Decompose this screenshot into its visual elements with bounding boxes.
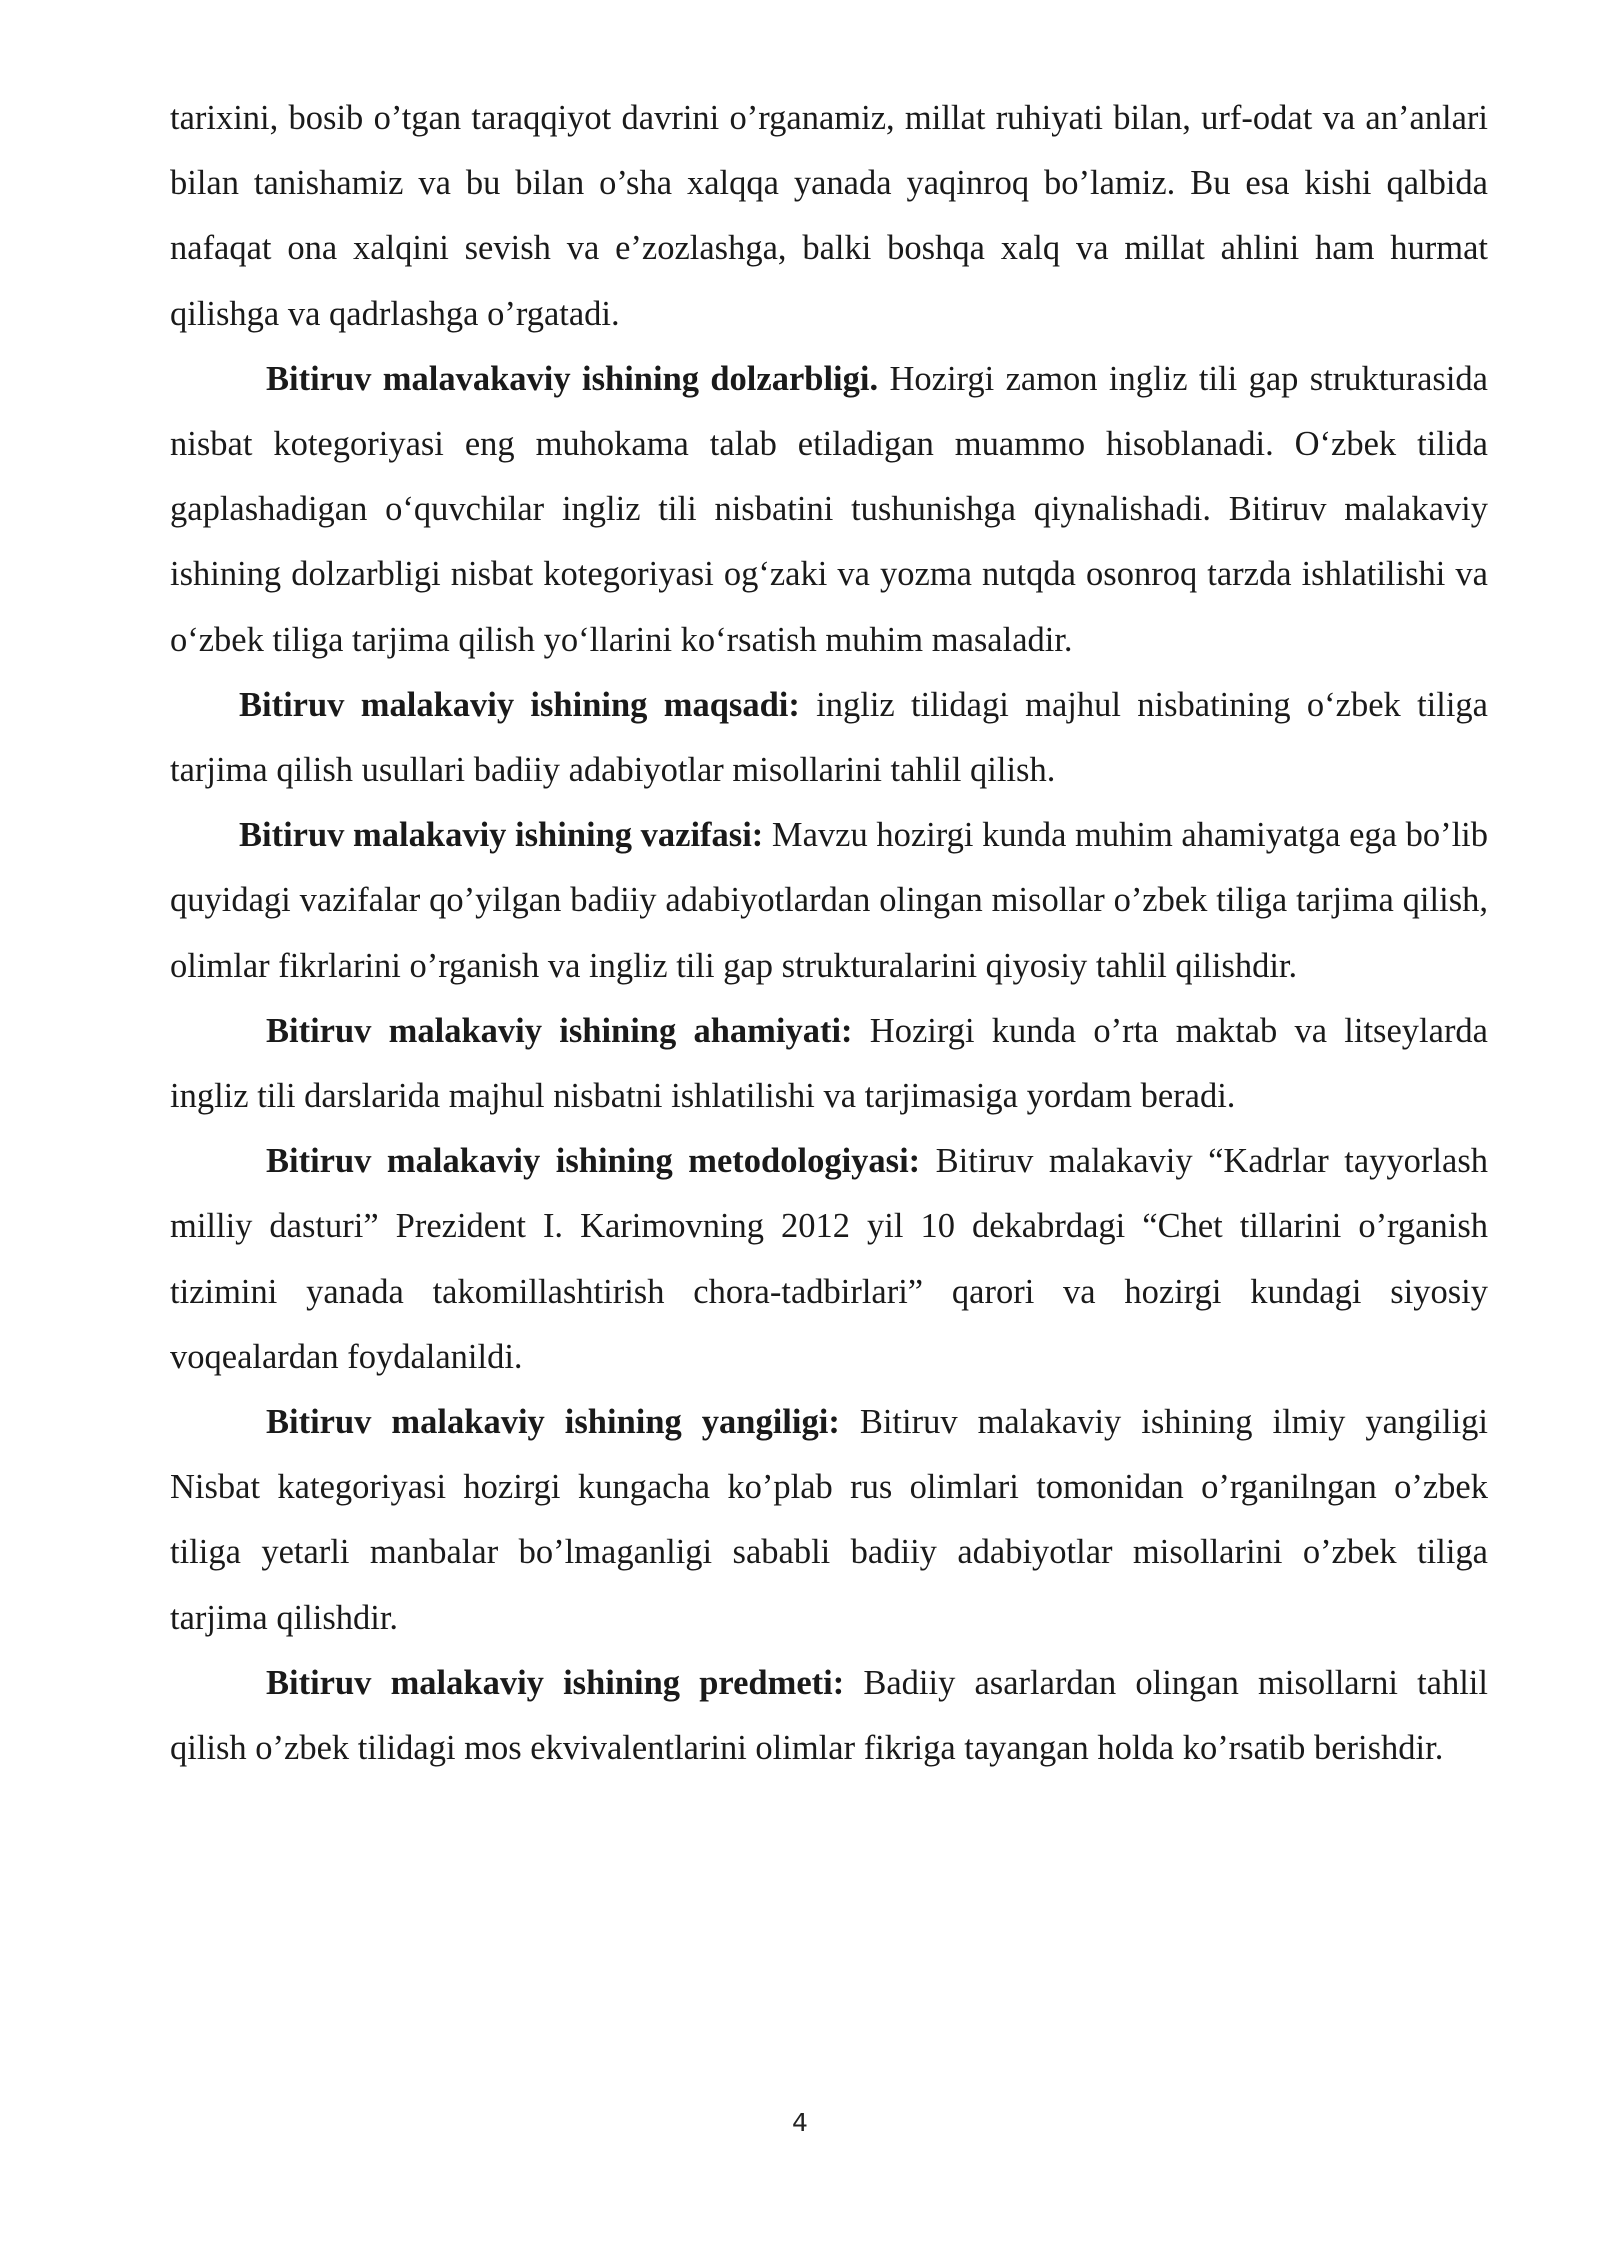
- paragraph-body: Hozirgi zamon ingliz tili gap strukturasida nisbat kotegoriyasi eng muhokama talab etiladigan muammo hisoblanadi. O‘zbek tilida gaplashadigan o‘quvchilar ingliz tili nisbatini tushunishga qiynalishadi. Bitiruv malakaviy ishining dolzarbligi nisbat kotegoriyasi og‘zaki va yozma nutqda osonroq tarzda ishlatilishi va o‘zbek tiliga tarjima qilish yo‘llarini ko‘rsatish muhim masaladir.: [170, 359, 1488, 659]
- page-number: 4: [792, 2108, 808, 2137]
- paragraph-body: Bitiruv malakaviy “Kadrlar tayyorlash milliy dasturi” Prezident I. Karimovning 2012 yil 10 dekabrdagi “Chet tillarini o’rganish tizimini yanada takomillashtirish chora-tadbirlari” qarori va hozirgi kundagi siyosiy voqealardan foydalanildi.: [170, 1142, 1488, 1376]
- paragraph-tasks: [170, 803, 1488, 999]
- paragraph-heading: Bitiruv malakaviy ishining maqsadi:: [239, 685, 800, 724]
- paragraph-heading: Bitiruv malavakaviy ishining dolzarbligi.: [266, 359, 879, 398]
- document-page: [170, 86, 1488, 1781]
- paragraph-heading: Bitiruv malakaviy ishining metodologiyasi:: [266, 1142, 921, 1181]
- paragraph-intro: [170, 86, 1488, 347]
- paragraph-body: ingliz tilidagi majhul nisbatining o‘zbek tiliga tarjima qilish usullari badiiy adabiyotlar misollarini tahlil qilish.: [170, 685, 1488, 790]
- paragraph-heading: Bitiruv malakaviy ishining predmeti:: [266, 1663, 845, 1702]
- paragraph-significance: [170, 999, 1488, 1129]
- paragraph-body: Hozirgi kunda o’rta maktab va litseylarda ingliz tili darslarida majhul nisbatni ishlatilishi va tarjimasiga yordam beradi.: [170, 1011, 1488, 1116]
- paragraph-body: Badiiy asarlardan olingan misollarni tahlil qilish o’zbek tilidagi mos ekvivalentlarini olimlar fikriga tayangan holda ko’rsatib berishdir.: [170, 1663, 1488, 1768]
- paragraph-relevance: [170, 347, 1488, 673]
- paragraph-subject: [170, 1651, 1488, 1781]
- paragraph-heading: Bitiruv malakaviy ishining yangiligi:: [266, 1403, 840, 1442]
- paragraph-goal: [170, 673, 1488, 803]
- paragraph-body: Mavzu hozirgi kunda muhim ahamiyatga ega bo’lib quyidagi vazifalar qo’yilgan badiiy adabiyotlardan olingan misollar o’zbek tiliga tarjima qilish, olimlar fikrlarini o’rganish va ingliz tili gap strukturalarini qiyosiy tahlil qilishdir.: [170, 816, 1488, 985]
- paragraph-heading: Bitiruv malakaviy ishining ahamiyati:: [266, 1011, 853, 1050]
- paragraph-methodology: [170, 1129, 1488, 1390]
- paragraph-heading: Bitiruv malakaviy ishining vazifasi:: [239, 816, 764, 855]
- paragraph-body: Bitiruv malakaviy ishining ilmiy yangiligi Nisbat kategoriyasi hozirgi kungacha ko’plab rus olimlari tomonidan o’rganilngan o’zbek tiliga yetarli manbalar bo’lmaganligi sababli badiiy adabiyotlar misollarini o’zbek tiliga tarjima qilishdir.: [170, 1403, 1488, 1637]
- paragraph-body: tarixini, bosib o’tgan taraqqiyot davrini o’rganamiz, millat ruhiyati bilan, urf-odat va an’anlari bilan tanishamiz va bu bilan o’sha xalqqa yanada yaqinroq bo’lamiz. Bu esa kishi qalbida nafaqat ona xalqini sevish va e’zozlashga, balki boshqa xalq va millat ahlini ham hurmat qilishga va qadrlashga o’rgatadi.: [170, 99, 1488, 333]
- paragraph-novelty: [170, 1390, 1488, 1651]
